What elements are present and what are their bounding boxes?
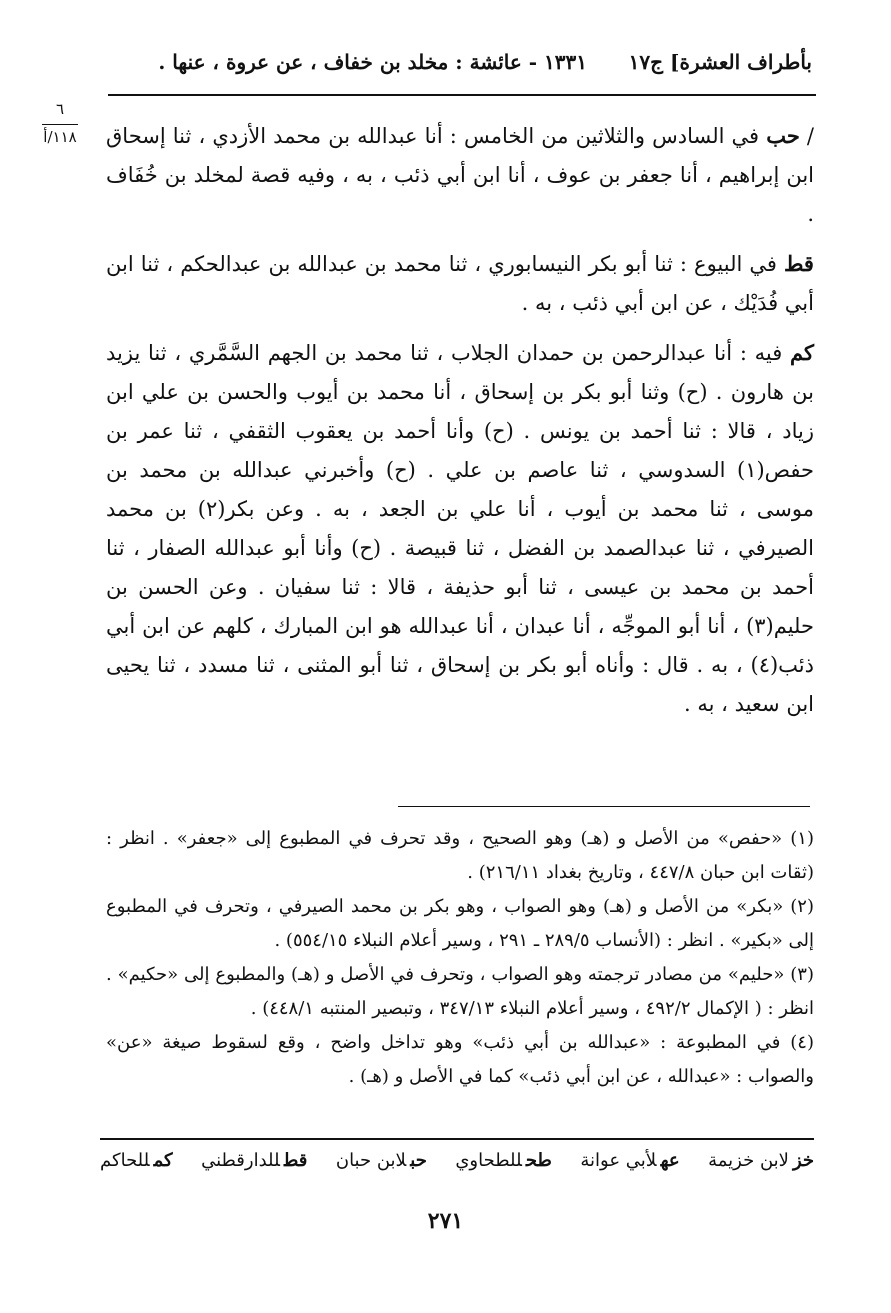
legend-item: عهلأبي عوانة [580, 1150, 680, 1171]
legend-item: حبلابن حبان [335, 1150, 427, 1171]
folio-marker: / [806, 124, 814, 148]
margin-note-bottom: ١١٨/أ [43, 128, 77, 146]
source-code: حب [766, 123, 800, 148]
header-rule [108, 94, 816, 96]
entry-paragraph [106, 333, 814, 724]
margin-note-divider [42, 124, 78, 125]
page-number: ٢٧١ [427, 1208, 464, 1234]
abbreviation-legend [100, 1150, 814, 1171]
entry-text: فيه : أنا عبدالرحمن بن حمدان الجلاب ، ثنا محمد بن الجهم السَّمَّري ، ثنا يزيد بن هارون . (ح) وثنا أبو بكر بن إسحاق ، أنا محمد بن أيوب والحسن بن علي ابن زياد ، قالا : ثنا أحمد بن يونس . (ح) وأنا أحمد بن يعقوب الثقفي ، ثنا عمر بن حفص(١) السدوسي ، ثنا عاصم بن علي . (ح) وأخبرني عبدالله بن محمد بن موسى ، ثنا محمد بن أيوب ، أنا علي بن الجعد ، به . وعن بكر(٢) بن محمد الصيرفي ، ثنا عبدالصمد بن الفضل ، ثنا قبيصة . (ح) وأنا أبو عبدالله الصفار ، ثنا أحمد بن محمد بن عيسى ، ثنا أبو حذيفة ، قالا : ثنا سفيان . وعن الحسن بن حليم(٣) ، أنا أبو الموجِّه ، أنا عبدان ، أنا عبدالله هو ابن المبارك ، كلهم عن ابن أبي ذئب(٤) ، به . قال : وأناه أبو بكر بن إسحاق ، ثنا أبو المثنى ، ثنا مسدد ، ثنا يحيى ابن سعيد ، به . [106, 341, 814, 716]
entry-text: في البيوع : ثنا أبو بكر النيسابوري ، ثنا محمد بن عبدالله بن عبدالحكم ، ثنا ابن أبي فُدَيْك ، عن ابن أبي ذئب ، به . [106, 252, 814, 315]
footnote: (٢) «بكر» من الأصل و (هـ) وهو الصواب ، وهو بكر بن محمد الصيرفي ، وتحرف في المطبوع إلى «بكير» . انظر : (الأنساب ٢٨٩/٥ ـ ٢٩١ ، وسير أعلام النبلاء ٥٥٤/١٥) . [106, 896, 814, 951]
running-header [104, 44, 812, 84]
footnote: (٣) «حليم» من مصادر ترجمته وهو الصواب ، وتحرف في الأصل و (هـ) والمطبوع إلى «حكيم» . انظر : ( الإكمال ٤٩٢/٢ ، وسير أعلام النبلاء ٣٤٧/١٣ ، وتبصير المنتبه ٤٤٨/١) . [106, 964, 814, 1019]
footnote: (١) «حفص» من الأصل و (هـ) وهو الصحيح ، وقد تحرف في المطبوع إلى «جعفر» . انظر : (ثقات ابن حبان ٤٤٧/٨ ، وتاريخ بغداد ٢١٦/١١) . [106, 828, 814, 883]
footnote-rule [398, 806, 810, 807]
entry-paragraph [106, 244, 814, 323]
source-code: كم [790, 340, 814, 365]
footnotes [106, 822, 814, 1094]
main-text [106, 116, 814, 734]
entry-text: في السادس والثلاثين من الخامس : أنا عبدالله بن محمد الأزدي ، ثنا إسحاق ابن إبراهيم ، أنا جعفر بن عوف ، أنا ابن أبي ذئب ، به ، وفيه قصة لمخلد بن خُفَاف . [106, 124, 814, 226]
legend-item: قطللدارقطني [201, 1150, 308, 1171]
legend-rule [100, 1138, 814, 1140]
source-code: قط [784, 251, 814, 276]
running-title: ١٣٣١ - عائشة : مخلد بن خفاف ، عن عروة ، عنها . [158, 50, 587, 74]
book-title: بأطراف العشرة] ج١٧ [628, 50, 812, 74]
margin-note-top: ٦ [55, 100, 65, 118]
margin-note [34, 100, 86, 146]
legend-item: طحللطحاوي [455, 1150, 552, 1171]
legend-item: خزلابن خزيمة [708, 1150, 814, 1171]
footnote: (٤) في المطبوعة : «عبدالله بن أبي ذئب» وهو تداخل واضح ، وقع لسقوط صيغة «عن» والصواب : «عبدالله ، عن ابن أبي ذئب» كما في الأصل و (هـ) . [106, 1032, 814, 1087]
entry-paragraph [106, 116, 814, 234]
legend-item: كمللحاكم [100, 1150, 173, 1171]
